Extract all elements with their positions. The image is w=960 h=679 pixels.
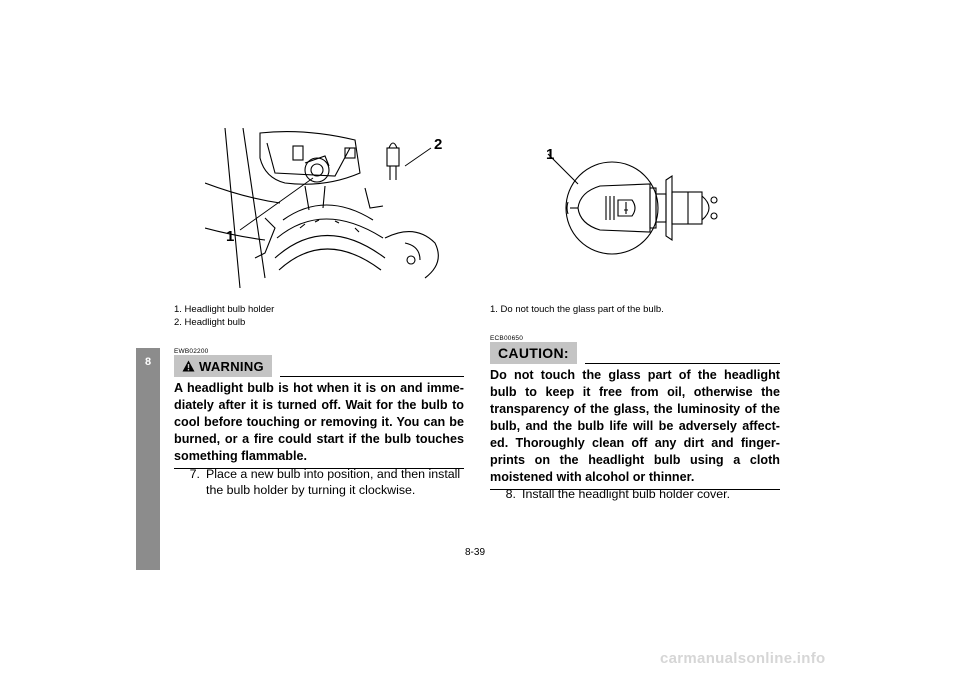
caption-line: 1. Headlight bulb holder — [174, 304, 275, 315]
figure-left-captions — [174, 303, 464, 329]
bulb-illustration — [540, 140, 725, 260]
caution-block — [490, 335, 780, 490]
headlight-assembly-illustration — [205, 128, 455, 296]
warning-block — [174, 348, 464, 469]
warning-header — [174, 355, 464, 377]
warning-code: EWB02200 — [174, 348, 209, 355]
caution-text: Do not touch the glass part of the headlight bulb to keep it free from oil, otherwise the transparency of the glass, the luminosity of the bulb, and the bulb life will be adversely affect-ed. Thoroughly clean off any dirt and finger-prints on the headlight bulb using a cloth moistened with alcohol or thinner. — [490, 364, 780, 490]
callout-2-left: 2 — [434, 136, 443, 153]
watermark: carmanualsonline.info — [660, 650, 826, 667]
caption-line: 2. Headlight bulb — [174, 317, 246, 328]
step-text: Place a new bulb into position, and then install the bulb holder by turning it clockwise. — [206, 467, 461, 497]
caption-line: 1. Do not touch the glass part of the bulb. — [490, 304, 664, 315]
step-8 — [490, 486, 780, 502]
chapter-tab: 8 — [136, 348, 160, 570]
figure-right-caption — [490, 303, 780, 316]
caution-label — [490, 342, 577, 364]
caution-rule — [585, 363, 780, 364]
warning-label — [174, 355, 272, 377]
step-text: Install the headlight bulb holder cover. — [522, 487, 731, 501]
caution-code: ECB00650 — [490, 335, 524, 342]
step-number: 8. — [505, 487, 516, 501]
step-7 — [174, 466, 464, 498]
callout-1-right: 1 — [546, 146, 555, 163]
step-number: 7. — [189, 467, 200, 481]
caution-label-text: CAUTION: — [498, 345, 569, 361]
warning-triangle-icon — [182, 360, 195, 372]
warning-rule — [280, 376, 464, 377]
warning-label-text: WARNING — [199, 358, 264, 374]
headlight-bulb-drawing — [387, 143, 399, 180]
caution-header — [490, 342, 780, 364]
warning-text: A headlight bulb is hot when it is on and imme-diately after it is turned off. Wait for the bulb to cool before touching or removing it. You can be burned, or a fire could start if the bulb touches something flammable. — [174, 377, 464, 469]
page-number: 8-39 — [465, 547, 486, 558]
callout-1-left: 1 — [226, 228, 235, 245]
